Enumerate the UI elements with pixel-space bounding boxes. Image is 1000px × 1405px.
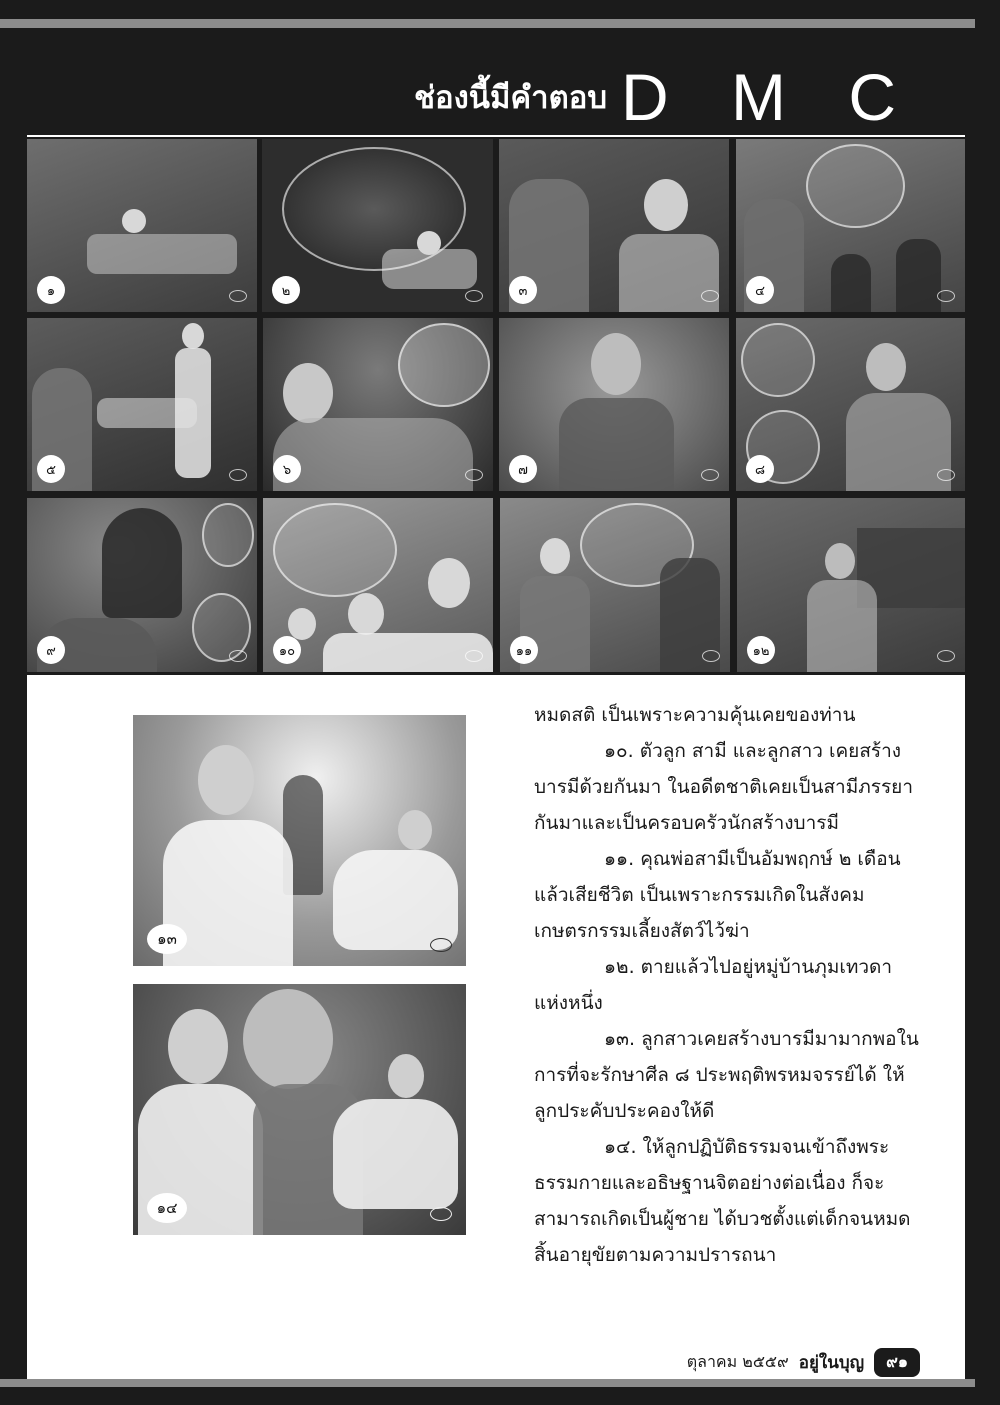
page-number: ๙๑ [874, 1348, 920, 1377]
comic-panel-6 [263, 318, 493, 491]
header-divider [27, 135, 965, 137]
right-border [965, 0, 1000, 1405]
artist-signature [229, 290, 247, 302]
comic-panel-7 [499, 318, 729, 491]
artist-signature [465, 290, 483, 302]
artist-signature [229, 650, 247, 662]
panel-number: ๑ [37, 276, 65, 304]
paragraph: ๑๐. ตัวลูก สามี และลูกสาว เคยสร้างบารมีด้วยกันมา ในอดีตชาติเคยเป็นสามีภรรยากันมาและเป็นครอบครัวนักสร้างบารมี [534, 740, 913, 834]
comic-panel-12 [737, 498, 965, 672]
panel-number: ๑๐ [273, 636, 301, 664]
comic-panel-5 [27, 318, 257, 491]
header-title-thai: ช่องนี้มีคำตอบ [414, 80, 608, 116]
paragraph: หมดสติ เป็นเพราะความคุ้นเคยของท่าน [534, 704, 856, 726]
comic-panel-10 [263, 498, 493, 672]
illustration-13 [133, 715, 466, 966]
comic-panel-4 [736, 139, 965, 312]
panel-number: ๒ [272, 276, 300, 304]
panel-number: ๘ [746, 455, 774, 483]
magazine-name: อยู่ในบุญ [798, 1353, 865, 1373]
paragraph: ๑๒. ตายแล้วไปอยู่หมู่บ้านภุมเทวดาแห่งหนึ่ง [534, 956, 893, 1014]
paragraph: ๑๓. ลูกสาวเคยสร้างบารมีมามากพอในการที่จะรักษาศีล ๘ ประพฤติพรหมจรรย์ได้ ให้ลูกประคับประคองให้ดี [534, 1028, 919, 1122]
comic-panel-3 [499, 139, 729, 312]
comic-panel-2 [262, 139, 493, 312]
illustration-number: ๑๓ [147, 924, 187, 954]
page-header [414, 60, 918, 134]
panel-number: ๓ [509, 276, 537, 304]
artist-signature [430, 1207, 452, 1221]
page-footer [687, 1348, 920, 1377]
panel-number: ๔ [746, 276, 774, 304]
artist-signature [229, 469, 247, 481]
issue-date: ตุลาคม ๒๕๕๙ [686, 1352, 789, 1371]
artist-signature [701, 469, 719, 481]
artist-signature [465, 469, 483, 481]
illustration-14 [133, 984, 466, 1235]
artist-signature [937, 290, 955, 302]
comic-panel-8 [736, 318, 965, 491]
top-rule [0, 19, 975, 28]
artist-signature [937, 650, 955, 662]
illustration-number: ๑๔ [147, 1193, 187, 1223]
paragraph: ๑๑. คุณพ่อสามีเป็นอัมพฤกษ์ ๒ เดือน แล้วเสียชีวิต เป็นเพราะกรรมเกิดในสังคมเกษตรกรรมเลี้ยงสัตว์ไว้ฆ่า [534, 848, 901, 942]
comic-panel-11 [500, 498, 730, 672]
comic-panel-1 [27, 139, 257, 312]
artist-signature [937, 469, 955, 481]
panel-number: ๙ [37, 636, 65, 664]
left-border [0, 0, 27, 1405]
artist-signature [430, 938, 452, 952]
panel-number: ๑๑ [510, 636, 538, 664]
artist-signature [701, 290, 719, 302]
artist-signature [702, 650, 720, 662]
panel-number: ๑๒ [747, 636, 775, 664]
artist-signature [465, 650, 483, 662]
paragraph: ๑๔. ให้ลูกปฏิบัติธรรมจนเข้าถึงพระธรรมกายและอธิษฐานจิตอย่างต่อเนื่อง ก็จะสามารถเกิดเป็นผู้ชาย ได้บวชตั้งแต่เด็กจนหมดสิ้นอายุขัยตามความปรารถนา [534, 1136, 911, 1266]
panel-number: ๖ [273, 455, 301, 483]
article-body [534, 697, 924, 1273]
panel-number: ๗ [509, 455, 537, 483]
header-title-dmc: D M C [621, 60, 918, 134]
panel-number: ๕ [37, 455, 65, 483]
comic-panel-9 [27, 498, 257, 672]
bottom-rule [0, 1379, 975, 1387]
